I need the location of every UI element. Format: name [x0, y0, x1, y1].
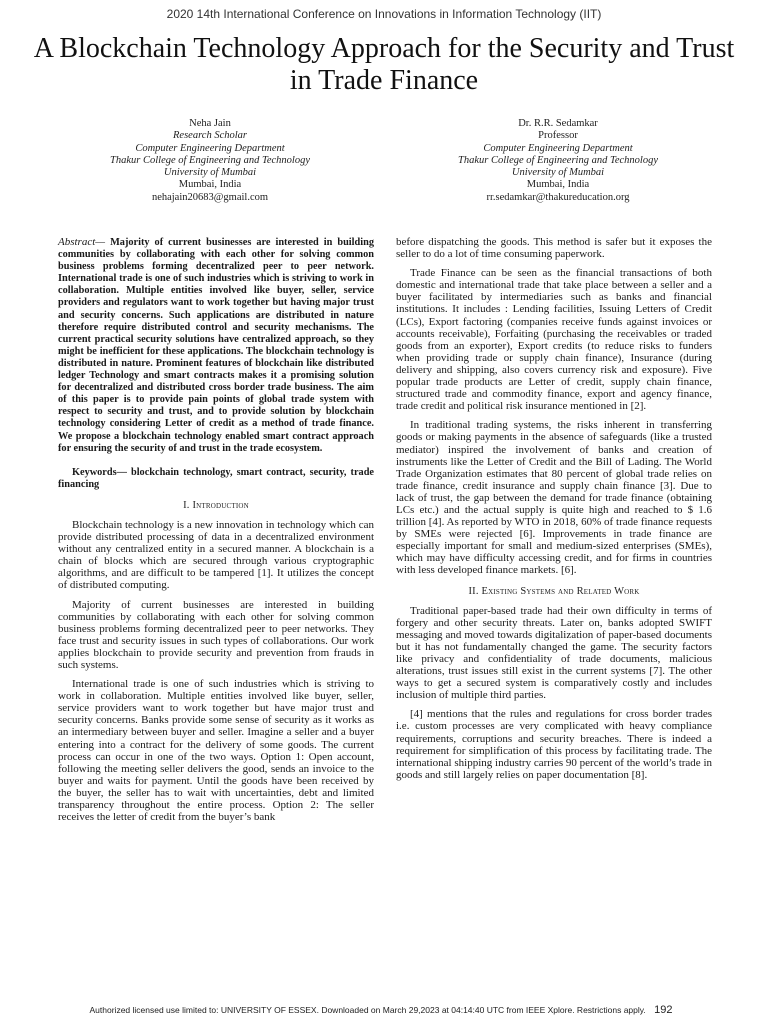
paragraph: Trade Finance can be seen as the financial transactions of both domestic and international trade that take place between a seller and a buyer facilitated by intermediaries such as banks and financial institutions. It includes : Lending facilities, Issuing Letters of Credit (LCs), Export factoring (companies receive funds against invoices or accounts receivable), Forfaiting (purchasing the receivables or traded goods from an exporter), Export credits (to reduce risks to funders when providing trade or supply chain finance), Insurance (during delivery and shipping, also covers currency risk and exposure). Five popular trade products are Letter of credit, supply chain finance, structured trade and commodity finance, export and agency finance, trade credit and political risk insurance mentioned in [2]. — [396, 267, 712, 413]
right-column — [396, 236, 712, 788]
author-department: Computer Engineering Department — [135, 142, 285, 154]
paragraph: In traditional trading systems, the risks inherent in transferring goods or making payments in the absence of safeguards (like a trusted mediator) inspired the involvement of banks and creation of instruments like the Letter of Credit and the Bill of Lading. The World Trade Organization estimates that 80 percent of global trade relies on trade finance, credit insurance and supply chain finance [3]. Due to lack of trust, the gap between the demand for trade finance (obtaining LCs etc.) and the actual supply is quite high and reached to $ 1.6 trillion [4]. As reported by WTO in 2018, 60% of trade finance requests by SMEs were rejected [6]. Improvements in trade finance are especially important for small and medium-sized enterprises (SMEs), which may have difficulty accessing credit, and for firms in countries with less developed finance markets. [6]. — [396, 419, 712, 577]
section-1-heading-text: I. Introduction — [183, 499, 249, 511]
author-name: Dr. R.R. Sedamkar — [518, 118, 598, 129]
author-2 — [408, 118, 708, 204]
author-location: Mumbai, India — [178, 179, 242, 191]
section-2-heading — [396, 586, 712, 598]
download-notice: Authorized licensed use limited to: UNIVERSITY OF ESSEX. Downloaded on March 29,2023 at 04:14:40 UTC from IEEE Xplore. Restrictions apply. — [89, 1005, 646, 1015]
page-footer — [0, 1004, 768, 1016]
author-name: Neha Jain — [189, 118, 231, 129]
author-role: Research Scholar — [173, 130, 247, 142]
keywords-text: blockchain technology, smart contract, security, trade financing — [58, 466, 374, 490]
abstract — [58, 236, 374, 455]
author-university: University of Mumbai — [511, 167, 605, 179]
author-department: Computer Engineering Department — [483, 142, 633, 154]
keywords — [58, 467, 374, 491]
keywords-label: Keywords— — [72, 466, 127, 478]
paragraph: International trade is one of such industries which is striving to work in collaboration. Multiple entities involved like buyer, seller, service providers want to work together but have major trust and security concerns. Banks provide some sense of security as it works as an intermediary between buyer and seller. Imagine a seller and a buyer entering into a contract for the delivery of some goods. The current process can occur in one of the two ways. Option 1: Open account, following the meeting seller delivers the good, sends an invoice to the buyer and waits for payment. Until the goods have been received by the buyer, the seller has to wait with uncertainties, debt and limited transparency throughout the entire process. Option 2: The seller receives the letter of credit from the buyer’s bank — [58, 678, 374, 824]
paragraph: Blockchain technology is a new innovation in technology which can provide distributed processing of data in a decentralized environment without any centralized entity in a secured manner. A blockchain is a chain of blocks which are secured through various cryptographic algorithms, and are difficult to be tampered [1]. It utilizes the concept of distributed computing. — [58, 518, 374, 592]
author-college: Thakur College of Engineering and Technology — [110, 154, 310, 166]
paragraph: Majority of current businesses are interested in building communities by collaborating with each other for solving common business problems forming decentralized peer to peer networks. They face trust and security issues in such types of collaborations. Our work applies blockchain to provide security and prevention from frauds in such systems. — [58, 598, 374, 671]
author-role: Professor — [538, 130, 578, 142]
author-1 — [60, 118, 360, 204]
author-email: rr.sedamkar@thakureducation.org — [486, 191, 630, 203]
author-college: Thakur College of Engineering and Technology — [458, 154, 658, 166]
section-1-heading — [58, 500, 374, 512]
author-university: University of Mumbai — [163, 167, 257, 179]
paper-title: A Blockchain Technology Approach for the Security and Trust in Trade Finance — [33, 33, 735, 96]
author-email: nehajain20683@gmail.com — [151, 191, 269, 203]
abstract-label: Abstract— — [58, 236, 106, 248]
paragraph: Traditional paper-based trade had their own difficulty in terms of forgery and other security threats. Later on, banks adopted SWIFT messaging and moved towards digitalization of paper-based documents but it has not fundamentally changed the game. The security factors like privacy and confidentiality of trade documents, malicious alterations, trust issues still exist in the current systems [7]. The other ways to get a secured system is comparatively costly and includes inclusion of multiple third parties. — [396, 604, 712, 702]
page-number: 192 — [654, 1004, 673, 1016]
conference-header: 2020 14th International Conference on Innovations in Information Technology (IIT) — [166, 7, 602, 21]
paragraph: [4] mentions that the rules and regulations for cross border trades i.e. custom processes are very complicated with heavy compliance requirements, corruptions and security breaches. There is indeed a requirement for simplification of this process by facilitating trade. The international shipping industry carries 90 percent of the world’s trade in goods and still largely relies on paper documentation [8]. — [396, 708, 712, 781]
author-location: Mumbai, India — [526, 179, 590, 191]
left-column — [58, 236, 374, 830]
abstract-text: Majority of current businesses are interested in building communities by collaborating with each other for solving common business problems forming decentralized peer to peer network. International trade is one of such industries which is striving to work in collaboration. Multiple entities involved like buyer, seller, service providers and regulators want to work together but having major trust and security concerns. Such applications are distributed in nature therefore require distributed control and security mechanisms. The current practical security solutions have centralized approach, so they might be inefficient for these applications. The blockchain technology is distributed in nature. Prominent features of blockchain like distributed ledger Technology and smart contracts makes it a promising solution for decentralized and distributed cross border trade business. The aim of this paper is to provide pain points of global trade system with respect to security and trust, and to provide solution by blockchain technology considering Letter of credit as a method of trade finance. We propose a blockchain technology enabled smart contract approach for ensuring the security of and trust in the trade ecosystem. — [58, 237, 374, 454]
paragraph: before dispatching the goods. This method is safer but it exposes the seller to do a lot of time consuming paperwork. — [396, 236, 712, 261]
section-2-heading-text: II. Existing Systems and Related Work — [468, 585, 640, 597]
